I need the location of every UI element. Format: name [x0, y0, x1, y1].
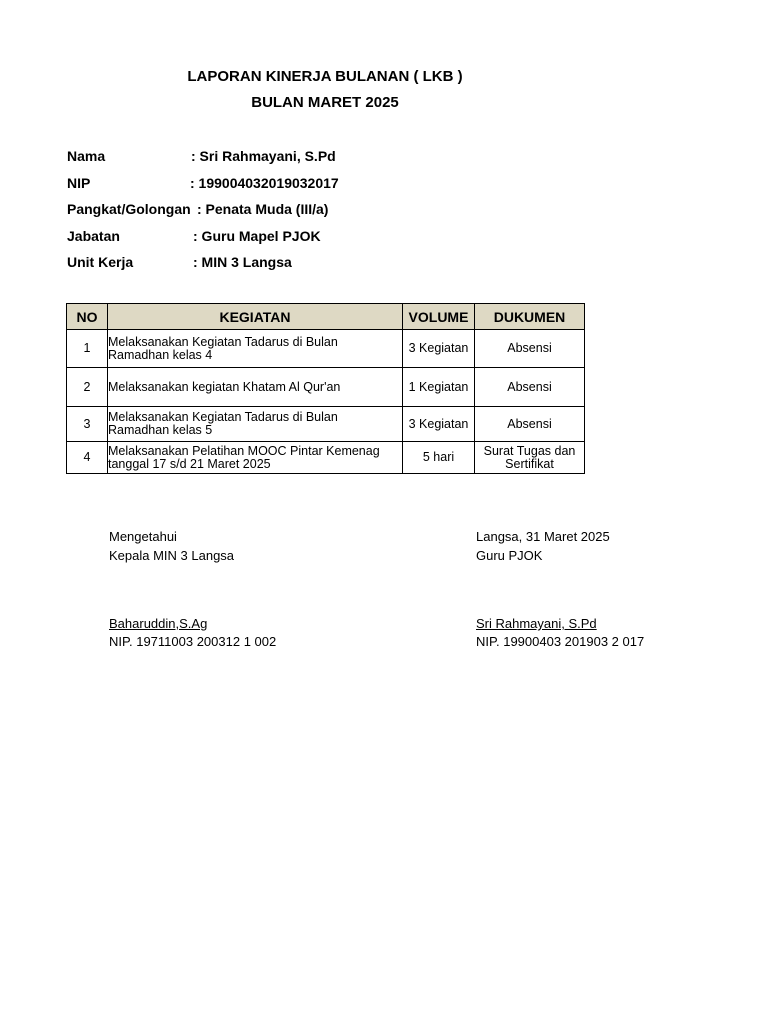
row-volume: 3 Kegiatan: [403, 407, 475, 442]
row-kegiatan-line: Melaksanakan Pelatihan MOOC Pintar Kemenag: [108, 443, 380, 458]
position-label: Jabatan: [67, 228, 120, 244]
table-row: [67, 330, 585, 368]
row-dokumen: [475, 407, 585, 442]
row-no: 4: [67, 442, 108, 474]
name-value: : Sri Rahmayani, S.Pd: [191, 148, 336, 164]
header-dokumen: DUKUMEN: [475, 304, 585, 330]
row-kegiatan: [108, 407, 403, 442]
unit-value: : MIN 3 Langsa: [193, 254, 292, 270]
right-signature-name: Sri Rahmayani, S.Pd: [476, 616, 597, 631]
row-dokumen: [475, 368, 585, 407]
position-value: : Guru Mapel PJOK: [193, 228, 321, 244]
name-label: Nama: [67, 148, 106, 164]
rank-value: : Penata Muda (III/a): [197, 201, 329, 217]
row-volume: 3 Kegiatan: [403, 330, 475, 368]
row-dokumen: [475, 330, 585, 368]
nip-value: : 199004032019032017: [190, 175, 339, 191]
report-period: BULAN MARET 2025: [251, 94, 399, 111]
report-title: LAPORAN KINERJA BULANAN ( LKB ): [187, 68, 463, 85]
row-kegiatan: [108, 442, 403, 474]
row-no: 1: [67, 330, 108, 368]
right-signature-role: Guru PJOK: [476, 548, 543, 563]
row-volume: 5 hari: [403, 442, 475, 474]
row-kegiatan: [108, 368, 403, 407]
table-row: [67, 368, 585, 407]
row-kegiatan-line: Melaksanakan kegiatan Khatam Al Qur'an: [108, 379, 341, 394]
row-kegiatan-line: Ramadhan kelas 4: [108, 347, 213, 362]
right-signature-nip: NIP. 19900403 201903 2 017: [476, 634, 645, 649]
row-kegiatan-line: Ramadhan kelas 5: [108, 423, 213, 437]
row-dokumen: [475, 442, 585, 474]
row-kegiatan-line: Melaksanakan Kegiatan Tadarus di Bulan: [108, 410, 338, 424]
table-row: [67, 442, 585, 474]
table-row: [67, 407, 585, 442]
row-dokumen-line: Sertifikat: [505, 456, 554, 471]
left-signature-name: Baharuddin,S.Ag: [109, 616, 208, 631]
row-no: 3: [67, 407, 108, 442]
right-signature-heading: Langsa, 31 Maret 2025: [476, 529, 610, 544]
row-dokumen-line: Absensi: [507, 416, 552, 431]
row-dokumen-line: Surat Tugas dan: [483, 443, 576, 458]
left-signature-heading: Mengetahui: [109, 529, 177, 544]
row-no: 2: [67, 368, 108, 407]
row-dokumen-line: Absensi: [507, 341, 552, 355]
nip-label: NIP: [67, 175, 91, 191]
unit-label: Unit Kerja: [67, 254, 134, 270]
row-kegiatan: [108, 330, 403, 368]
row-volume: 1 Kegiatan: [403, 368, 475, 407]
header-kegiatan: KEGIATAN: [108, 304, 403, 330]
row-kegiatan-line: Melaksanakan Kegiatan Tadarus di Bulan: [108, 334, 338, 349]
activity-table: [66, 303, 585, 474]
header-no: NO: [67, 304, 108, 330]
left-signature-nip: NIP. 19711003 200312 1 002: [109, 634, 277, 649]
row-kegiatan-line: tanggal 17 s/d 21 Maret 2025: [108, 456, 271, 471]
header-volume: VOLUME: [403, 304, 475, 330]
left-signature-role: Kepala MIN 3 Langsa: [109, 548, 235, 563]
table-header-row: [67, 304, 585, 330]
row-dokumen-line: Absensi: [507, 379, 552, 394]
rank-label: Pangkat/Golongan: [67, 201, 191, 217]
